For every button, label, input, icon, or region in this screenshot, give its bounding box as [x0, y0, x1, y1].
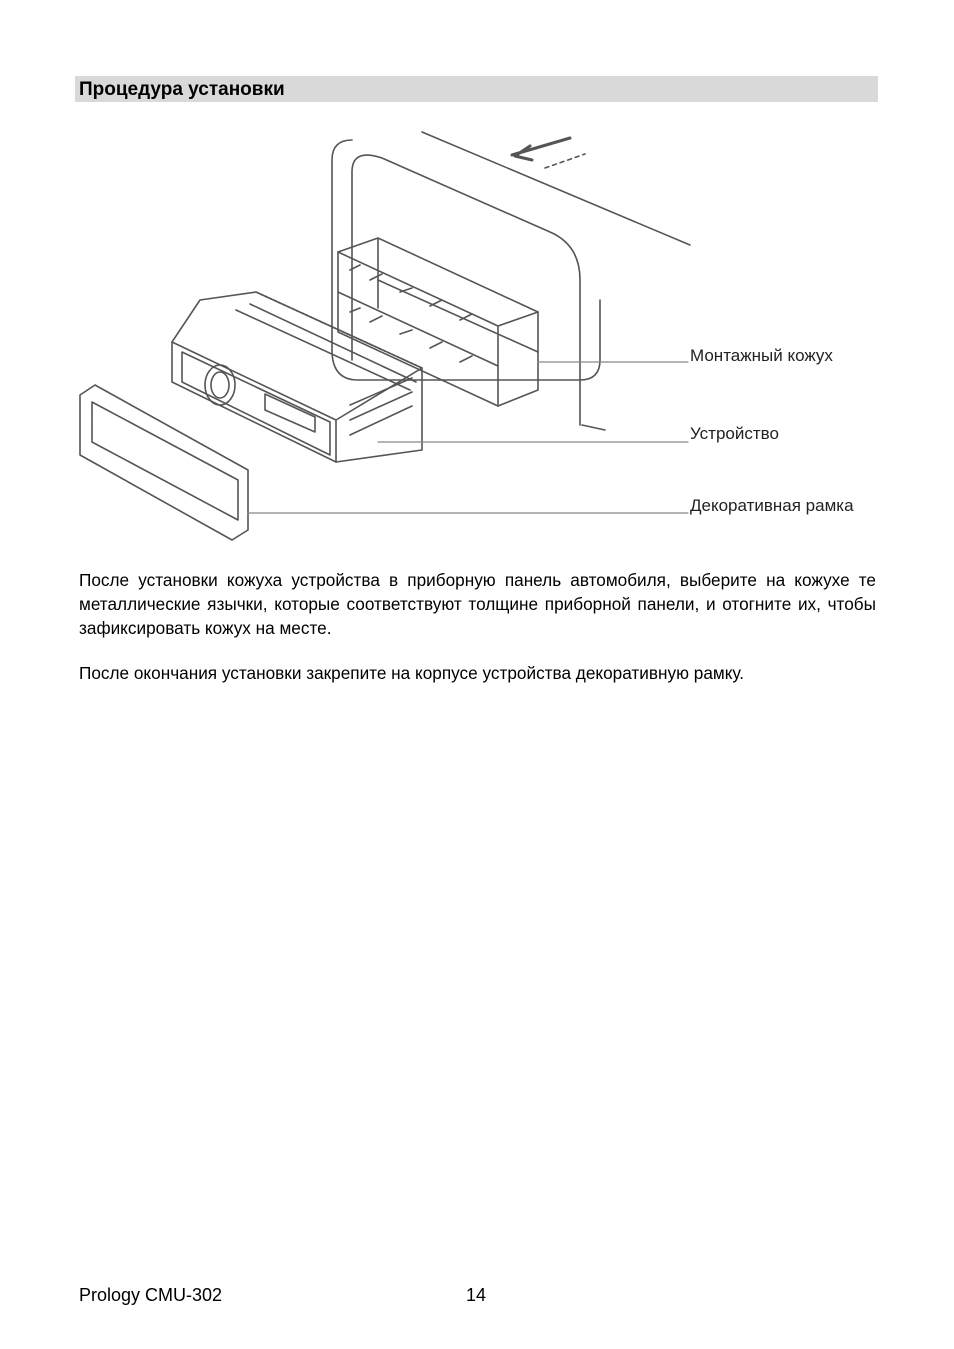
- unit-label: Устройство: [690, 424, 779, 443]
- footer-model: Prology CMU-302: [79, 1285, 223, 1305]
- page-number: 14: [466, 1285, 487, 1305]
- installation-diagram: [60, 120, 894, 550]
- dashboard-opening: [332, 132, 690, 430]
- frame-label: Декоративная рамка: [690, 496, 854, 515]
- direction-arrow-icon: [512, 138, 585, 168]
- paragraph-frame-mounting: После окончания установки закрепите на корпусе устройства декоративную рамку.: [79, 663, 745, 683]
- section-title: Процедура установки: [75, 76, 878, 102]
- sleeve-label: Монтажный кожух: [690, 346, 833, 365]
- head-unit: [172, 292, 422, 462]
- installation-illustration: [60, 120, 894, 550]
- decorative-frame: [80, 385, 248, 540]
- paragraph-sleeve-tabs: После установки кожуха устройства в приборную панель автомобиля, выберите на кожухе те металлические язычки, которые соответствуют толщине приборной панели, и отогните их, чтобы зафиксировать кожух на месте.: [79, 570, 876, 638]
